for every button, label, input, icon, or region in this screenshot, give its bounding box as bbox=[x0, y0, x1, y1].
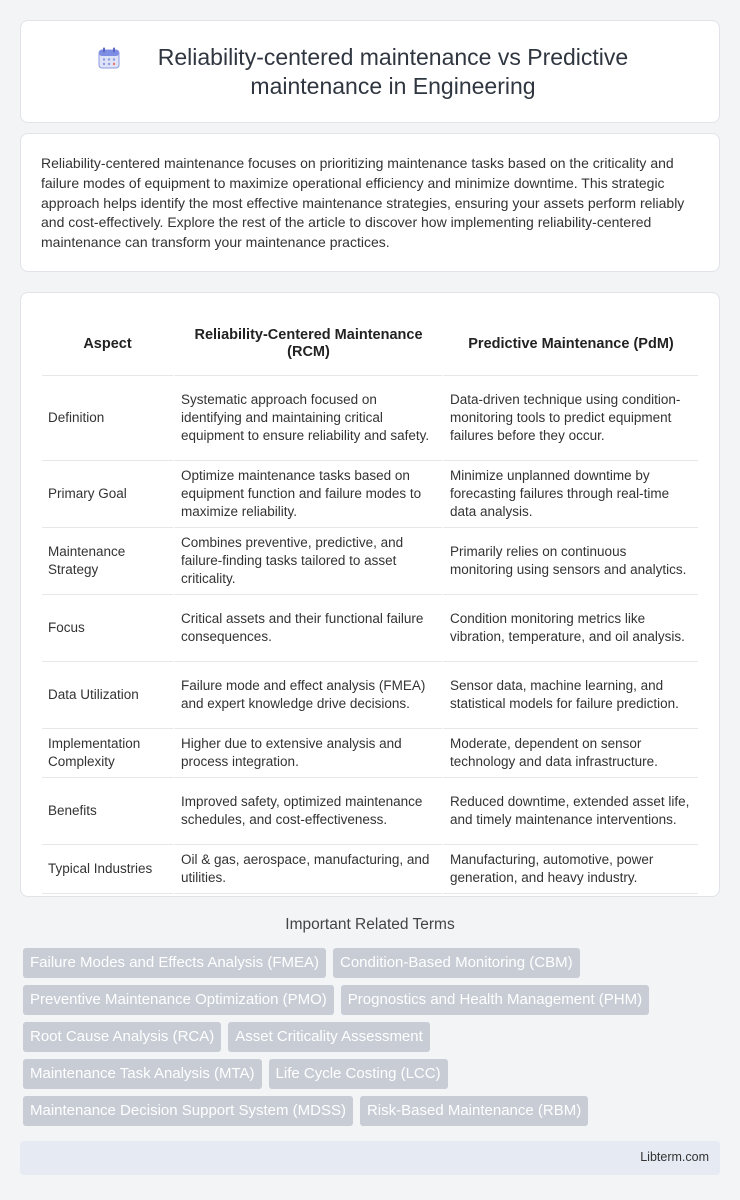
row-aspect: Focus bbox=[42, 595, 173, 662]
row-pdm: Minimize unplanned downtime by forecasting failures through real-time data analysis. bbox=[442, 461, 698, 528]
row-aspect: Maintenance Strategy bbox=[42, 528, 173, 595]
related-term-tag[interactable]: Maintenance Task Analysis (MTA) bbox=[23, 1059, 262, 1089]
row-pdm: Primarily relies on continuous monitoring using sensors and analytics. bbox=[442, 528, 698, 595]
row-rcm: Improved safety, optimized maintenance schedules, and cost-effectiveness. bbox=[173, 778, 442, 845]
table-row bbox=[42, 528, 698, 595]
row-pdm: Manufacturing, automotive, power generation, and heavy industry. bbox=[442, 845, 698, 894]
row-rcm: Higher due to extensive analysis and process integration. bbox=[173, 729, 442, 778]
related-term-tag[interactable]: Condition-Based Monitoring (CBM) bbox=[333, 948, 580, 978]
row-pdm: Condition monitoring metrics like vibration, temperature, and oil analysis. bbox=[442, 595, 698, 662]
row-rcm: Oil & gas, aerospace, manufacturing, and utilities. bbox=[173, 845, 442, 894]
table-row bbox=[42, 729, 698, 778]
row-pdm: Reduced downtime, extended asset life, and timely maintenance interventions. bbox=[442, 778, 698, 845]
related-term-tag[interactable]: Maintenance Decision Support System (MDSS) bbox=[23, 1096, 353, 1126]
row-rcm: Combines preventive, predictive, and failure-finding tasks tailored to asset criticality. bbox=[173, 528, 442, 595]
row-aspect: Benefits bbox=[42, 778, 173, 845]
table-header-row bbox=[42, 313, 698, 376]
column-header-aspect: Aspect bbox=[42, 313, 173, 376]
related-term-tag[interactable]: Root Cause Analysis (RCA) bbox=[23, 1022, 221, 1052]
page-title: Reliability-centered maintenance vs Predictive maintenance in Engineering bbox=[157, 43, 629, 99]
intro-card bbox=[20, 133, 720, 272]
table-row bbox=[42, 595, 698, 662]
row-rcm: Systematic approach focused on identifying and maintaining critical equipment to ensure reliability and safety. bbox=[173, 376, 442, 461]
row-pdm: Sensor data, machine learning, and statistical models for failure prediction. bbox=[442, 662, 698, 729]
comparison-card bbox=[20, 292, 720, 897]
related-term-tag[interactable]: Asset Criticality Assessment bbox=[228, 1022, 430, 1052]
table-row bbox=[42, 845, 698, 894]
row-rcm: Critical assets and their functional failure consequences. bbox=[173, 595, 442, 662]
related-terms-title: Important Related Terms bbox=[285, 916, 455, 933]
related-term-tag[interactable]: Life Cycle Costing (LCC) bbox=[269, 1059, 448, 1089]
calendar-icon bbox=[97, 46, 121, 70]
footer-site-link[interactable]: Libterm.com bbox=[640, 1150, 709, 1164]
title-card bbox=[20, 20, 720, 123]
table-row bbox=[42, 461, 698, 528]
column-header-rcm: Reliability-Centered Maintenance (RCM) bbox=[173, 313, 442, 376]
footer bbox=[20, 1141, 720, 1175]
row-rcm: Failure mode and effect analysis (FMEA) and expert knowledge drive decisions. bbox=[173, 662, 442, 729]
column-header-pdm: Predictive Maintenance (PdM) bbox=[442, 313, 698, 376]
row-aspect: Data Utilization bbox=[42, 662, 173, 729]
related-term-tag[interactable]: Risk-Based Maintenance (RBM) bbox=[360, 1096, 588, 1126]
row-pdm: Moderate, dependent on sensor technology and data infrastructure. bbox=[442, 729, 698, 778]
row-aspect: Typical Industries bbox=[42, 845, 173, 894]
table-row bbox=[42, 662, 698, 729]
row-rcm: Optimize maintenance tasks based on equipment function and failure modes to maximize reliability. bbox=[173, 461, 442, 528]
related-terms-list bbox=[23, 948, 723, 1133]
row-pdm: Data-driven technique using condition-monitoring tools to predict equipment failures before they occur. bbox=[442, 376, 698, 461]
table-row bbox=[42, 778, 698, 845]
row-aspect: Implementation Complexity bbox=[42, 729, 173, 778]
row-aspect: Definition bbox=[42, 376, 173, 461]
related-term-tag[interactable]: Failure Modes and Effects Analysis (FMEA) bbox=[23, 948, 326, 978]
row-aspect: Primary Goal bbox=[42, 461, 173, 528]
comparison-table bbox=[42, 313, 698, 894]
related-term-tag[interactable]: Prognostics and Health Management (PHM) bbox=[341, 985, 649, 1015]
intro-text: Reliability-centered maintenance focuses on prioritizing maintenance tasks based on the criticality and failure modes of equipment to maximize operational efficiency and minimize downtime. This strategic approach helps identify the most effective maintenance strategies, ensuring your assets perform reliably and cost-effectively. Explore the rest of the article to discover how implementing reliability-centered maintenance can transform your maintenance practices. bbox=[41, 155, 685, 251]
related-term-tag[interactable]: Preventive Maintenance Optimization (PMO) bbox=[23, 985, 334, 1015]
table-row bbox=[42, 376, 698, 461]
